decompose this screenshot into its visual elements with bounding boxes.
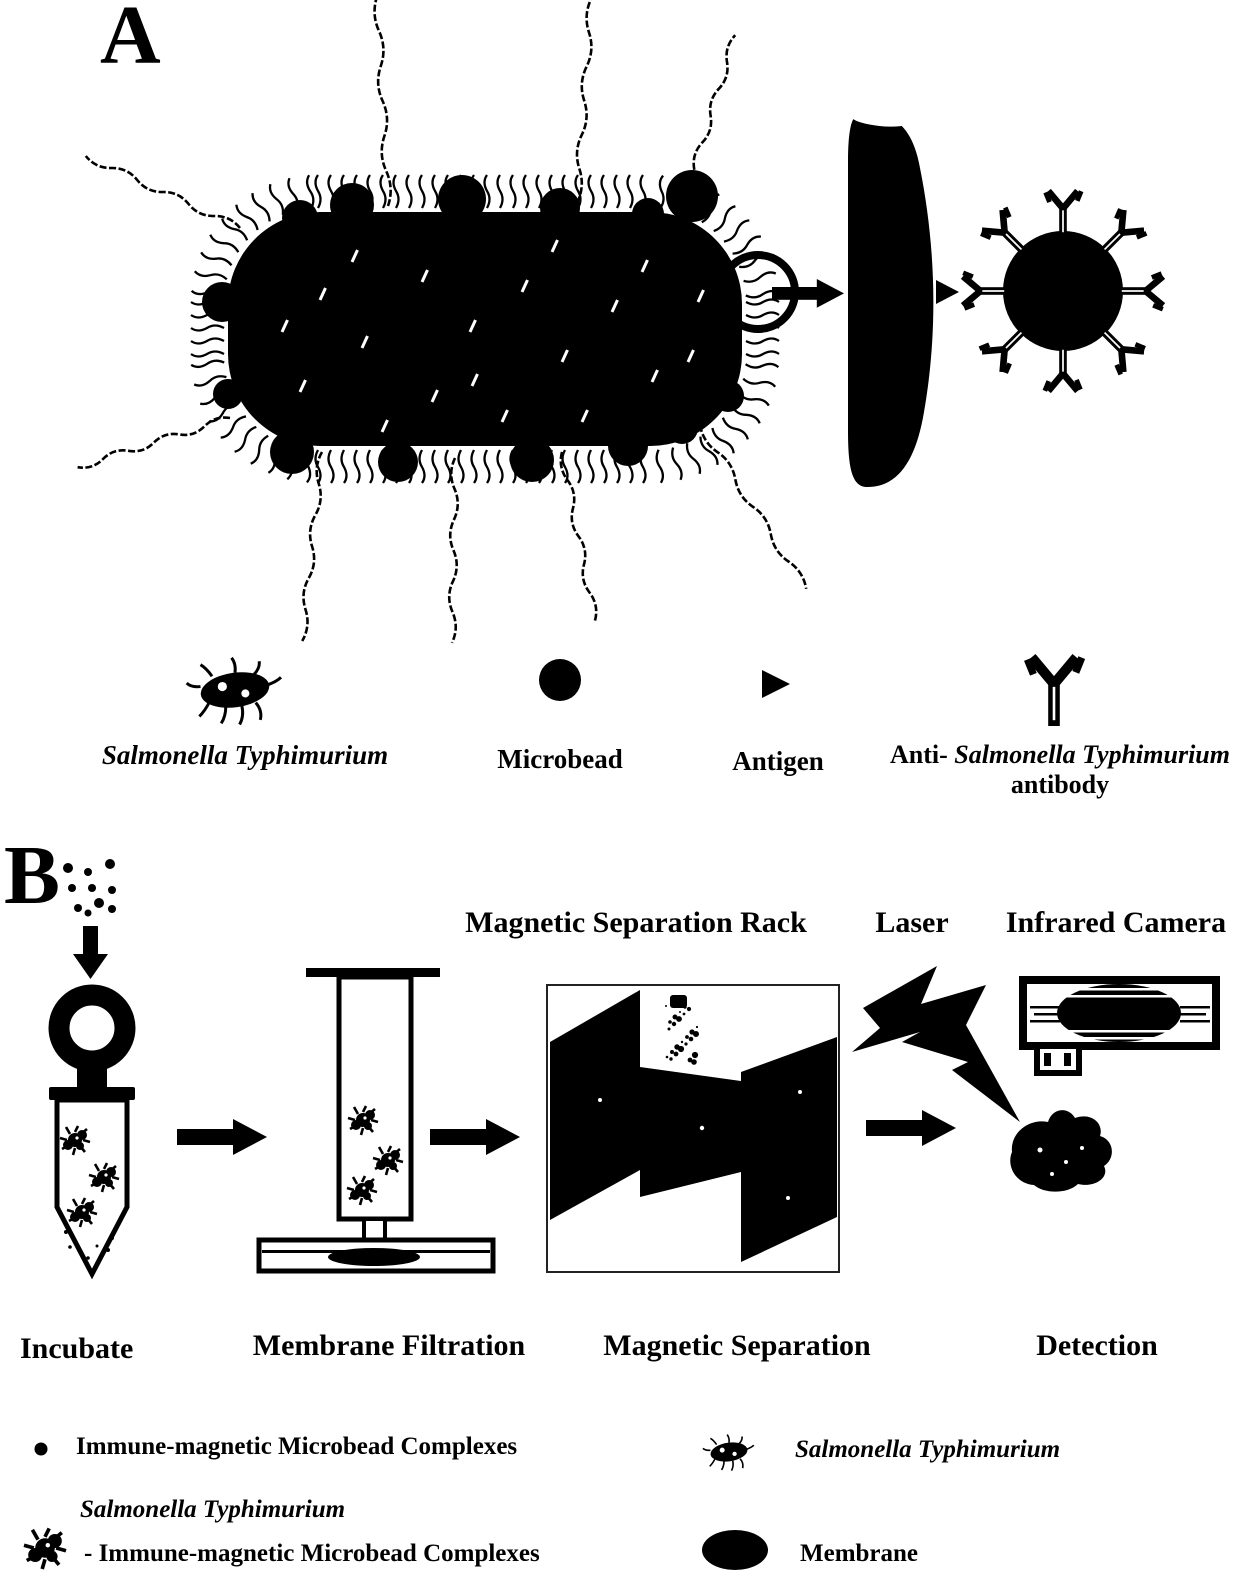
- legend-antibody-line2: antibody: [1010, 769, 1110, 799]
- bacterium-body: [228, 212, 742, 446]
- legend-antibody-label: [880, 740, 1240, 800]
- legend-antibody-species: Salmonella Typhimurium: [954, 740, 1230, 769]
- legend-st-complex-line1: Salmonella Typhimurium: [80, 1496, 346, 1523]
- step-incubate-label: Incubate: [20, 1332, 134, 1365]
- rack-label: Magnetic Separation Rack: [465, 906, 807, 939]
- membrane-filtration-column: [259, 968, 493, 1271]
- legend-salmonella-b-label: Salmonella Typhimurium: [795, 1436, 1061, 1463]
- legend-antibody-prefix: Anti-: [890, 740, 955, 769]
- microbead-icon: [539, 659, 581, 701]
- microbead-complex-dot-icon: [35, 1443, 48, 1456]
- step-separation-label: Magnetic Separation: [603, 1329, 871, 1362]
- laser-label: Laser: [875, 906, 949, 939]
- step-arrow-3: [866, 1110, 956, 1146]
- camera-label: Infrared Camera: [1005, 906, 1227, 939]
- membrane-icon: [702, 1530, 768, 1570]
- legend-complexes-label: Immune-magnetic Microbead Complexes: [76, 1433, 518, 1460]
- salmonella-icon: [187, 658, 281, 725]
- legend-st-complex-line2: - Immune-magnetic Microbead Complexes: [84, 1540, 540, 1567]
- antibody-icon: [1020, 651, 1089, 726]
- legend-salmonella-label: Salmonella Typhimurium: [101, 740, 389, 770]
- detected-sample-blob: [1010, 1110, 1112, 1192]
- legend-membrane-label: Membrane: [800, 1540, 919, 1567]
- antigen-icon: [762, 670, 790, 698]
- antibody-coated-microbead: [959, 187, 1168, 396]
- step-arrow-2: [430, 1119, 520, 1155]
- add-sample-arrow: [73, 926, 108, 979]
- zoom-arrow: [772, 279, 844, 308]
- panel-b-label: B: [4, 829, 61, 922]
- step-arrow-1: [177, 1119, 267, 1155]
- laser-bolt-icon: [852, 966, 1020, 1122]
- sample-dots: [63, 859, 116, 917]
- incubation-tube: [49, 995, 135, 1274]
- panel-a-label: A: [100, 0, 161, 82]
- step-detection-label: Detection: [1036, 1329, 1158, 1362]
- salmonella-cell-illustration: [78, 0, 807, 643]
- legend-antigen-label: Antigen: [732, 746, 824, 776]
- infrared-camera-icon: [1023, 980, 1216, 1073]
- legend-microbead-label: Microbead: [497, 744, 623, 774]
- salmonella-legend-icon: [703, 1435, 754, 1471]
- magnetic-separation-rack: [547, 985, 839, 1272]
- magnified-cell-surface: [848, 111, 959, 487]
- step-filtration-label: Membrane Filtration: [252, 1329, 526, 1362]
- antigen-on-surface: [936, 280, 959, 304]
- membrane-on-base: [328, 1248, 420, 1266]
- complex-cluster-icon: [24, 1528, 66, 1569]
